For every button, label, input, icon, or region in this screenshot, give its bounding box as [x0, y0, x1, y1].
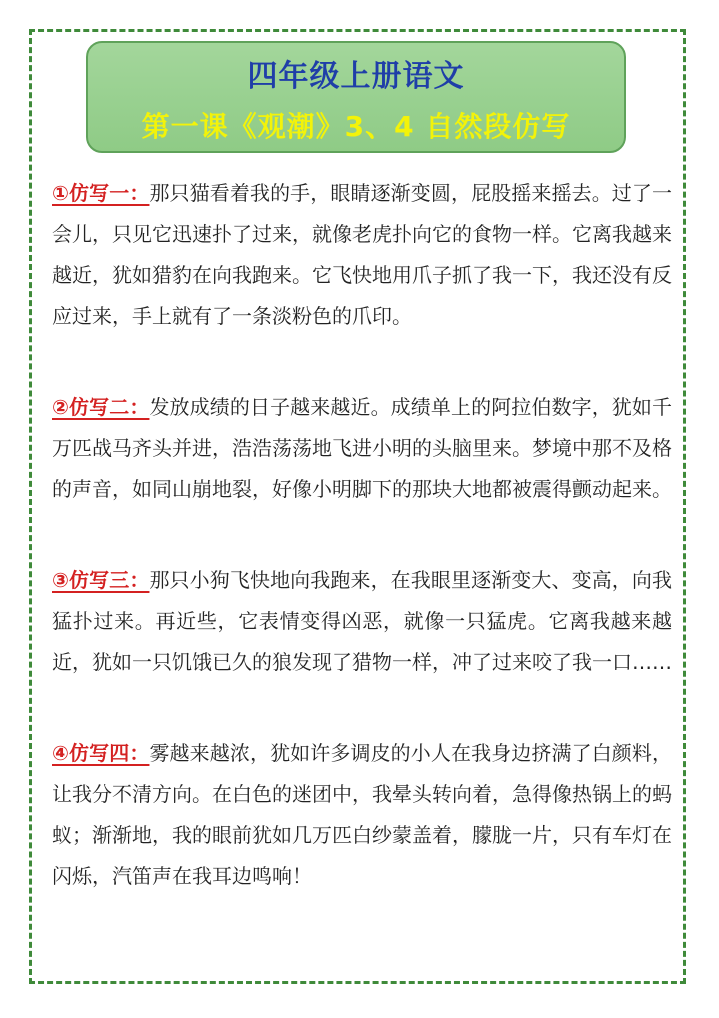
content-body	[52, 173, 672, 897]
paragraph-label: ③仿写三：	[52, 568, 150, 592]
page-title: 四年级上册语文	[247, 59, 465, 94]
paragraph-imitation-2	[52, 387, 672, 510]
paragraph-imitation-4	[52, 733, 672, 897]
title-banner	[86, 41, 626, 153]
page-subtitle: 第一课《观潮》3、4 自然段仿写	[141, 110, 571, 143]
paragraph-label: ④仿写四：	[52, 741, 150, 765]
paragraph-imitation-1	[52, 173, 672, 337]
paragraph-label: ②仿写二：	[52, 395, 150, 419]
paragraph-text: 那只小狗飞快地向我跑来，在我眼里逐渐变大、变高，向我猛扑过来。再近些，它表情变得凶恶，就像一只猛虎。它离我越来越近，犹如一只饥饿已久的狼发现了猎物一样，冲了过来咬了我一口……	[52, 568, 673, 674]
paragraph-text: 发放成绩的日子越来越近。成绩单上的阿拉伯数字，犹如千万匹战马齐头并进，浩浩荡荡地飞进小明的头脑里来。梦境中那不及格的声音，如同山崩地裂，好像小明脚下的那块大地都被震得颤动起来。	[52, 395, 673, 501]
paragraph-text: 那只猫看着我的手，眼睛逐渐变圆，屁股摇来摇去。过了一会儿，只见它迅速扑了过来，就像老虎扑向它的食物一样。它离我越来越近，犹如猎豹在向我跑来。它飞快地用爪子抓了我一下，我还没有反应过来，手上就有了一条淡粉色的爪印。	[52, 181, 673, 328]
paragraph-imitation-3	[52, 560, 672, 683]
paragraph-label: ①仿写一：	[52, 181, 150, 205]
paragraph-text: 雾越来越浓，犹如许多调皮的小人在我身边挤满了白颜料，让我分不清方向。在白色的迷团中，我晕头转向着，急得像热锅上的蚂蚁；渐渐地，我的眼前犹如几万匹白纱蒙盖着，朦胧一片，只有车灯在闪烁，汽笛声在我耳边鸣响！	[52, 741, 673, 888]
